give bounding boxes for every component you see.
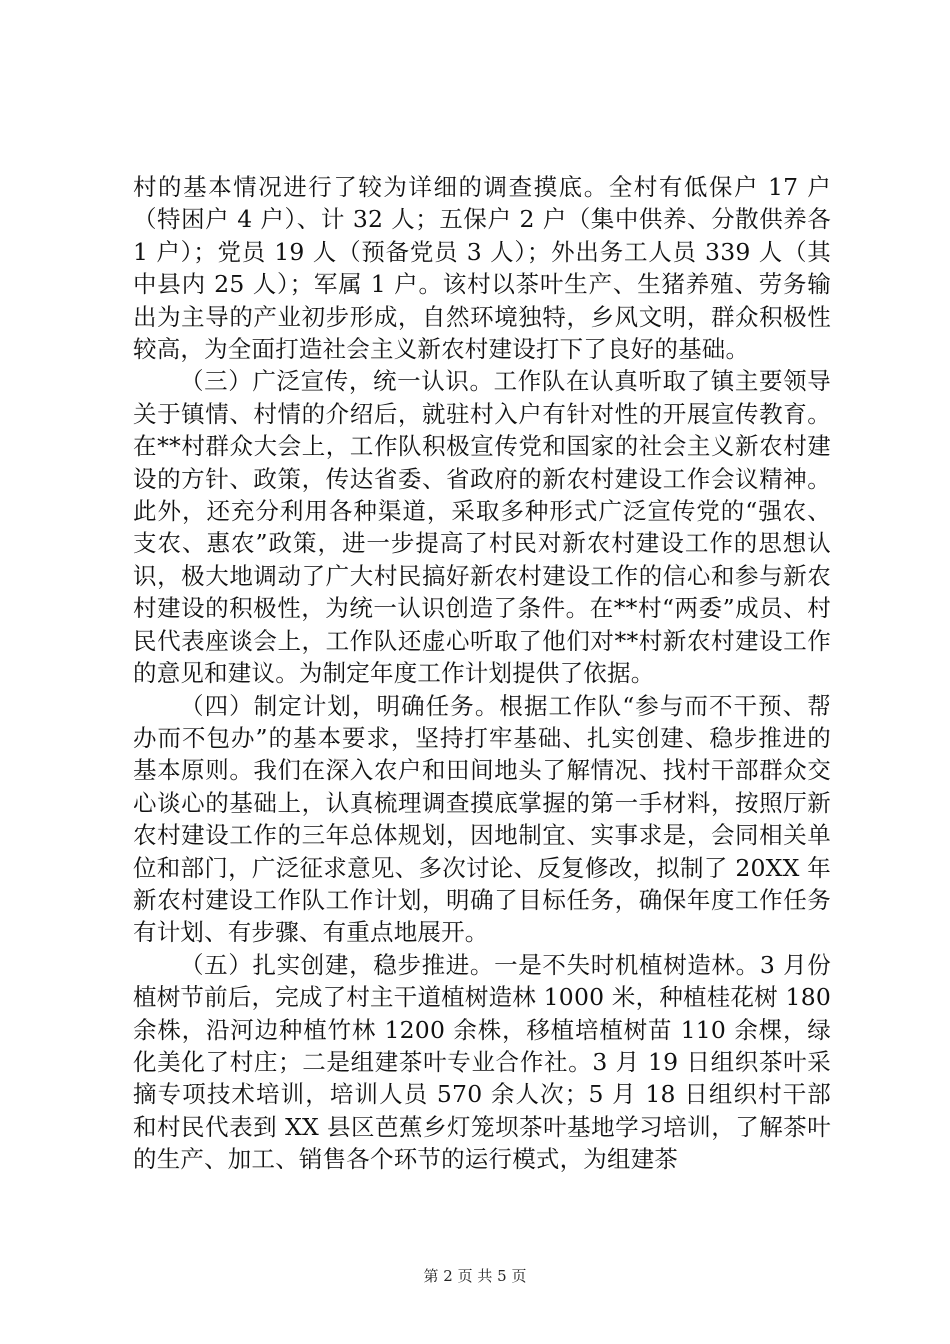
paragraph-planning: （四）制定计划，明确任务。根据工作队“参与而不干预、帮办而不包办”的基本要求，坚持打牢基础、扎实创建、稳步推进的基本原则。我们在深入农户和田间地头了解情况、找村干部群众交心谈心的基础上，认真梳理调查摸底掌握的第一手材料，按照厅新农村建设工作的三年总体规划，因地制宜、实事求是，会同相关单位和部门，广泛征求意见、多次讨论、反复修改，拟制了 20XX 年新农村建设工作队工作计划，明确了目标任务，确保年度工作任务有计划、有步骤、有重点地展开。 xyxy=(133,691,831,947)
paragraph-publicity: （三）广泛宣传，统一认识。工作队在认真听取了镇主要领导关于镇情、村情的介绍后，就驻村入户有针对性的开展宣传教育。在**村群众大会上，工作队积极宣传党和国家的社会主义新农村建设的方针、政策，传达省委、省政府的新农村建设工作会议精神。此外，还充分利用各种渠道，采取多种形式广泛宣传党的“强农、支农、惠农”政策，进一步提高了村民对新农村建设工作的思想认识，极大地调动了广大村民搞好新农村建设工作的信心和参与新农村建设的积极性，为统一认识创造了条件。在**村“两委”成员、村民代表座谈会上，工作队还虚心听取了他们对**村新农村建设工作的意见和建议。为制定年度工作计划提供了依据。 xyxy=(133,367,831,688)
document-body xyxy=(133,171,831,1176)
paragraph-village-overview: 村的基本情况进行了较为详细的调查摸底。全村有低保户 17 户（特困户 4 户）、计 32 人；五保户 2 户（集中供养、分散供养各 1 户）；党员 19 人（预备党员 3 人）；外出务工人员 339 人（其中县内 25 人）；军属 1 户。该村以茶叶生产、生猪养殖、劳务输出为主导的产业初步形成，自然环境独特，乡风文明，群众积极性较高，为全面打造社会主义新农村建设打下了良好的基础。 xyxy=(133,173,831,364)
paragraph-implementation: （五）扎实创建，稳步推进。一是不失时机植树造林。3 月份植树节前后，完成了村主干道植树造林 1000 米，种植桂花树 180 余株，沿河边种植竹林 1200 余株，移植培植树苗 110 余棵，绿化美化了村庄；二是组建茶叶专业合作社。3 月 19 日组织茶叶采摘专项技术培训，培训人员 570 余人次；5 月 18 日组织村干部和村民代表到 XX 县区芭蕉乡灯笼坝茶叶基地学习培训，了解茶叶的生产、加工、销售各个环节的运行模式，为组建茶 xyxy=(133,950,831,1174)
page-number-footer: 第 2 页 共 5 页 xyxy=(423,1267,527,1285)
